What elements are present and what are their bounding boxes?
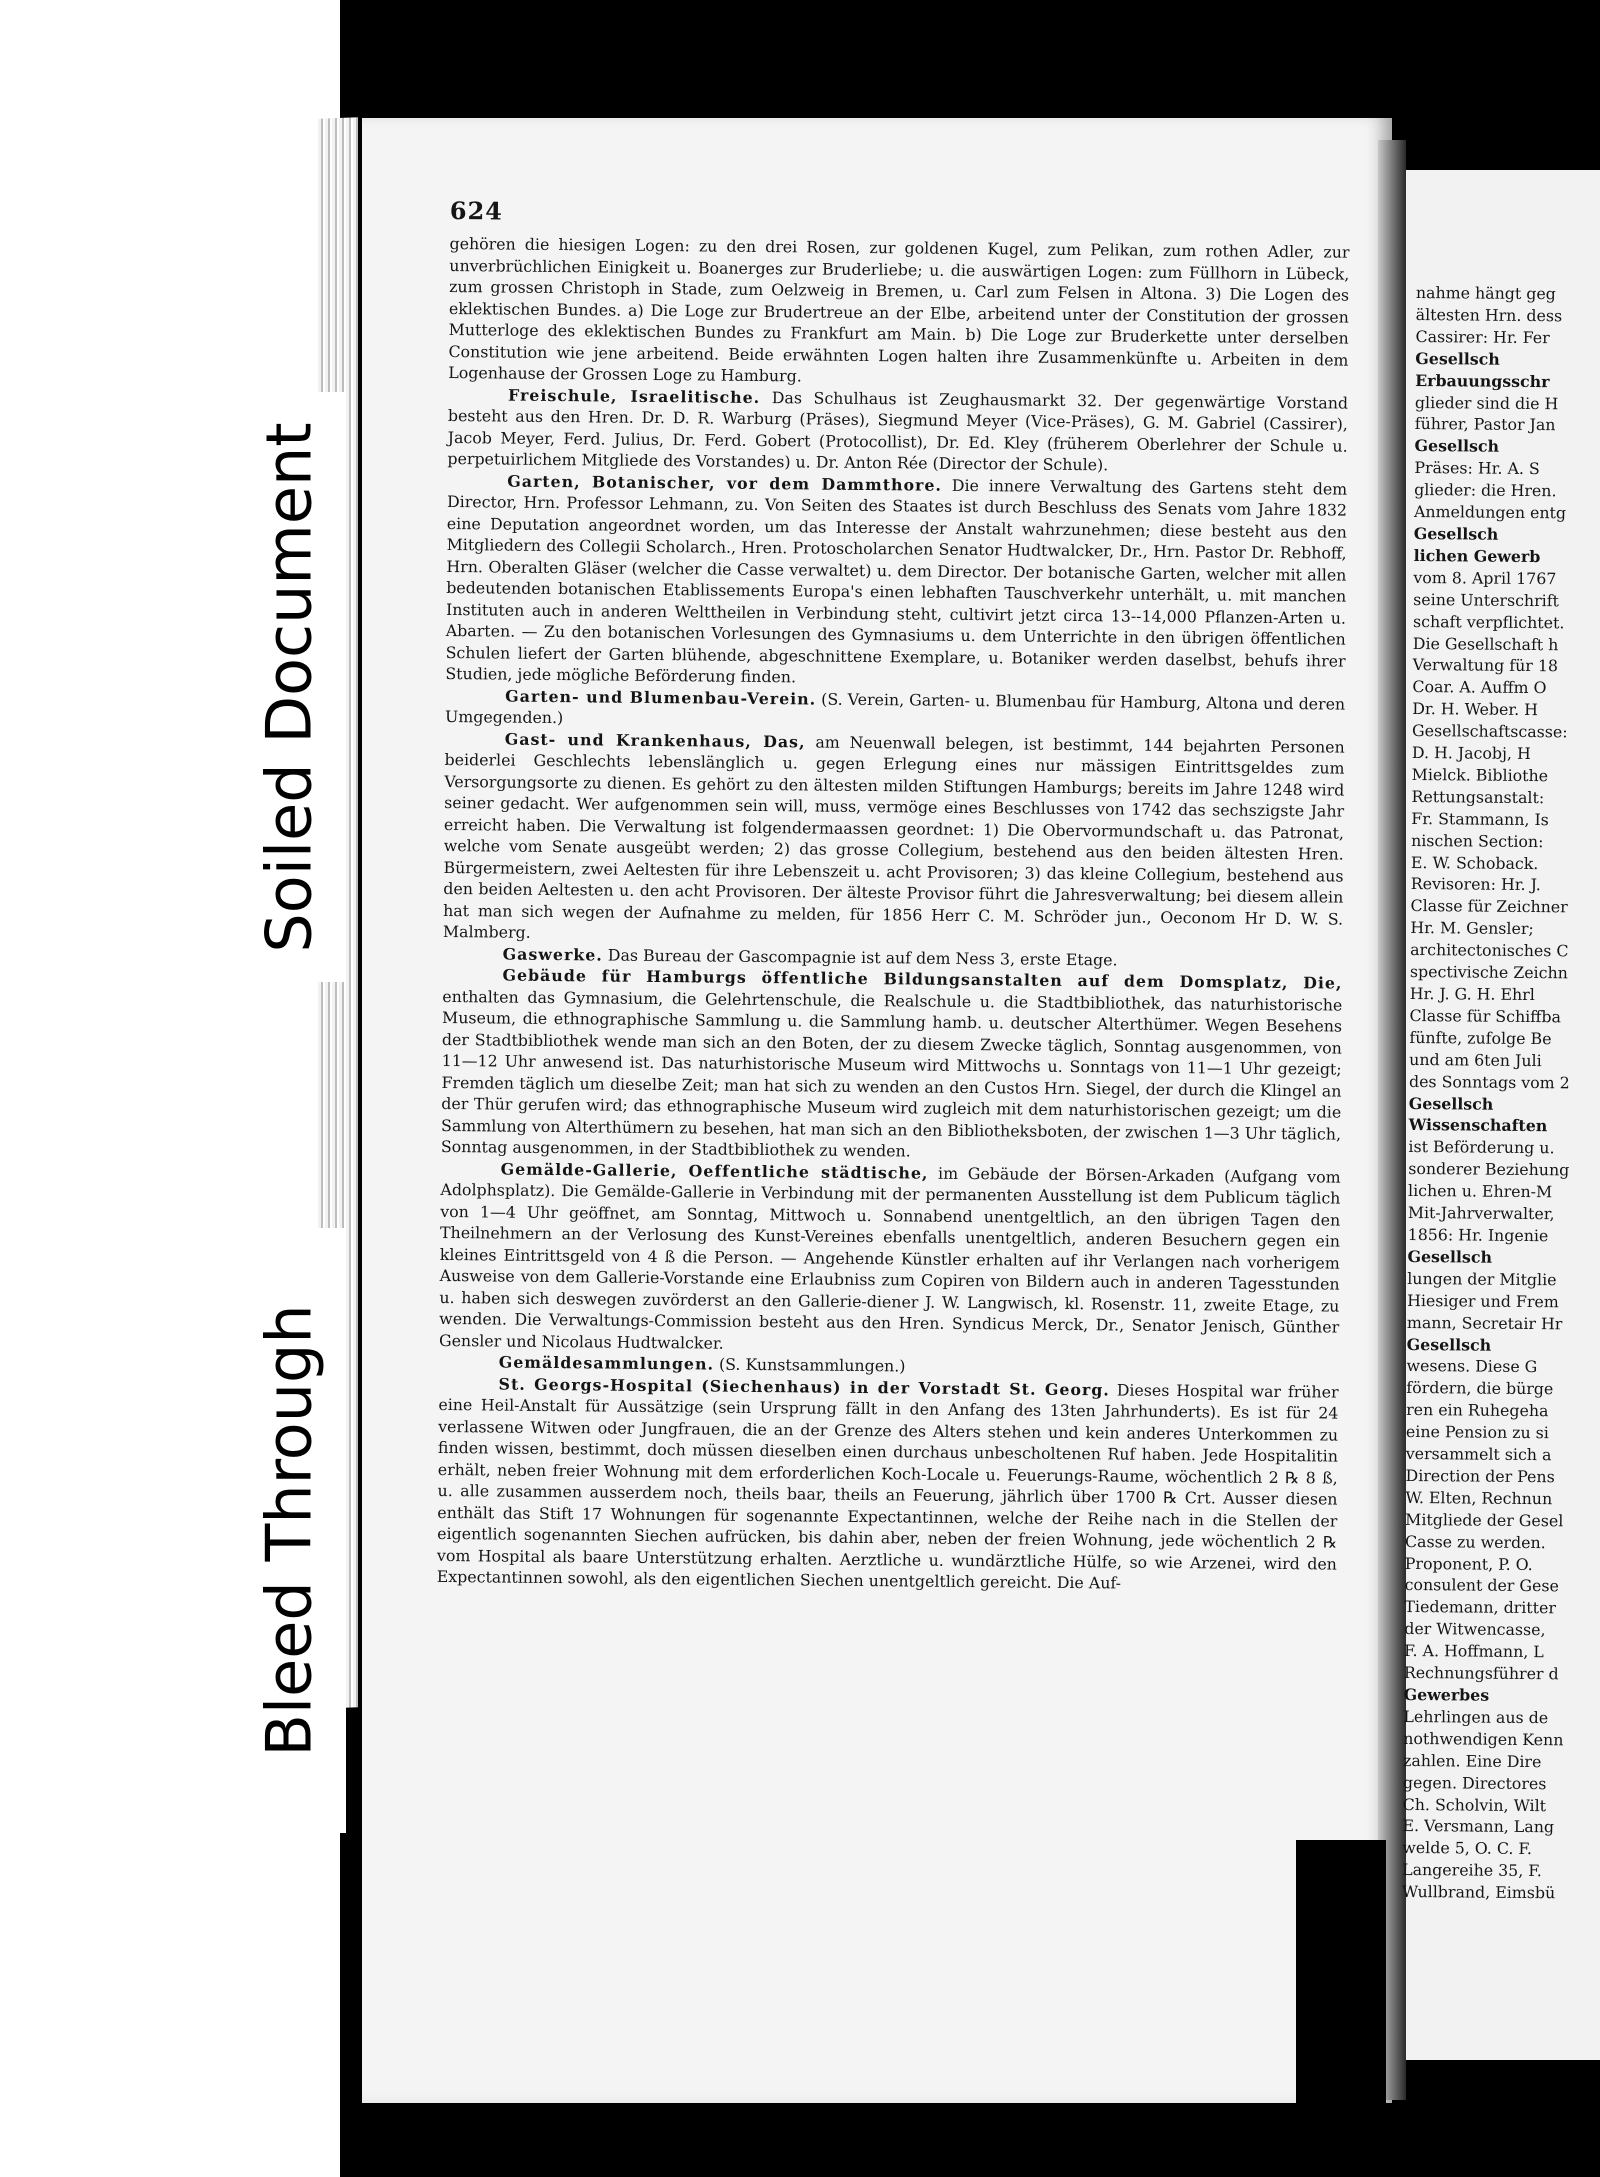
right-page-line: lichen u. Ehren-M: [1407, 1181, 1553, 1202]
right-page-line: spectivische Zeichn: [1409, 962, 1568, 983]
entry-paragraph: [437, 1372, 1339, 1596]
right-page-line: schaft verpflichtet.: [1412, 611, 1565, 632]
entry-paragraph: [445, 469, 1347, 693]
entry-heading: Freischule, Israelitische.: [508, 385, 761, 407]
entry-heading: Gaswerke.: [502, 944, 603, 965]
right-page-line: Rettungsanstalt:: [1411, 786, 1545, 807]
right-page-line: eine Pension zu si: [1405, 1422, 1549, 1443]
scan-dark-edge-bottom: [1296, 1840, 1386, 2177]
right-page-line: Mitgliede der Gesel: [1405, 1509, 1564, 1531]
entry-heading: Gast- und Krankenhaus, Das,: [504, 729, 806, 751]
label-soiled-document: [232, 392, 346, 982]
right-page-line: D. H. Jacobj, H: [1411, 743, 1531, 764]
right-page-line: Gewerbes: [1403, 1684, 1490, 1705]
entry-heading: St. Georgs-Hospital (Siechenhaus) in der Vorstadt St. Georg.: [498, 1374, 1110, 1399]
right-page-line: Revisoren: Hr. J.: [1410, 874, 1541, 895]
right-page-line: Mit-Jahrverwalter,: [1407, 1203, 1555, 1224]
right-page-line: Gesellsch: [1413, 523, 1499, 544]
entry-paragraph: [441, 964, 1343, 1166]
right-page-line: der Witwencasse,: [1404, 1619, 1546, 1640]
right-page-line: fünfte, zufolge Be: [1409, 1027, 1552, 1049]
scan-background: [0, 0, 340, 2177]
right-page-line: Langereihe 35, F.: [1402, 1860, 1542, 1881]
right-page-line: W. Elten, Rechnun: [1405, 1487, 1553, 1509]
right-page-line: vom 8. April 1767: [1413, 567, 1557, 589]
right-page-line: versammelt sich a: [1405, 1443, 1552, 1465]
page-text-column: [437, 196, 1350, 1596]
right-page-line: Classe für Schiffba: [1409, 1005, 1562, 1027]
right-page-line: ren ein Ruhegeha: [1406, 1400, 1549, 1421]
right-page-line: Gesellsch: [1407, 1246, 1493, 1267]
right-page-line: Gesellschaftscasse:: [1412, 721, 1568, 742]
right-page-line: Hr. M. Gensler;: [1410, 918, 1534, 939]
entry-heading: Gemälde-Gallerie, Oeffentliche städtische,: [500, 1159, 929, 1183]
right-page-line: Ch. Scholvin, Wilt: [1402, 1794, 1547, 1815]
entry-text: Das Bureau der Gascompagnie ist auf dem Ness 3, erste Etage.: [607, 945, 1118, 969]
right-page-line: F. A. Hoffmann, L: [1403, 1641, 1544, 1662]
right-page-line: Coar. A. Auffm O: [1412, 677, 1547, 698]
right-page-line: nahme hängt geg: [1415, 282, 1556, 304]
right-page-line: nothwendigen Kenn: [1403, 1728, 1564, 1750]
right-page-line: Dr. H. Weber. H: [1412, 699, 1539, 720]
right-page-line: fördern, die bürge: [1406, 1378, 1554, 1399]
right-page-line: consulent der Gese: [1404, 1575, 1559, 1596]
entry-paragraph: [443, 727, 1345, 951]
right-page-line: Verwaltung für 18: [1412, 655, 1559, 676]
right-page-line: architectonisches C: [1410, 940, 1569, 961]
entry-paragraph: [448, 233, 1349, 392]
right-page-line: gegen. Directores: [1402, 1772, 1547, 1793]
right-page-line: führer, Pastor Jan: [1414, 414, 1556, 435]
right-page-line: Gesellsch: [1406, 1334, 1492, 1355]
entry-text: am Neuenwall belegen, ist bestimmt, 144 bejahrten Personen beiderlei Geschlechts lebenslänglich u. gegen Erlegung eines nur mässigen Eintrittsgeldes zum Versorgungsorte zu dienen. Es gehört zu den ältesten milden Stiftungen Hamburgs; bereits im Jahre 1248 wird seiner gedacht. Wer aufgenommen sein will, muss, vermöge eines Beschlusses von 1742 das sechszigste Jahr erreicht haben. Die Verwaltung ist folgendermaassen geordnet: 1) Die Obervormundschaft u. das Patronat, welche vom Senate ausgeübt werden; 2) das grosse Collegium, bestehend aus den beiden ältesten Hren. Bürgermeistern, zwei Aeltesten für ihre Lebenszeit u. acht Provisoren; 3) das kleine Collegium, bestehend aus den beiden Aeltesten u. den acht Provisoren. Der älteste Provisor führt die Jahresverwaltung; bei diesem allein hat man sich wegen der Aufnahme zu melden, für 1856 Herr C. M. Schröder jun., Oeconom Hr D. W. S. Malmberg.: [442, 732, 1345, 942]
right-page-line: lichen Gewerb: [1413, 545, 1541, 566]
right-page-line: Proponent, P. O.: [1404, 1553, 1533, 1574]
right-page-line: Classe für Zeichner: [1410, 896, 1568, 917]
right-page-line: seine Unterschrift: [1413, 589, 1560, 610]
entry-text: im Gebäude der Börsen-Arkaden (Aufgang vom Adolphsplatz). Die Gemälde-Gallerie in Verbindung mit der permanenten Ausstellung ist dem Publicum täglich von 1—4 Uhr geöffnet, am Sonntag, Mittwoch u. Sonnabend unentgeltlich, an den übrigen Tagen den Theilnehmern an der Verlosung des Kunst-Vereines ebenfalls unentgeltlich, anderen Besuchern gegen ein kleines Eintrittsgeld von 4 ß die Person. — Angehende Künstler erhalten auf ihr Verlangen nach vorherigem Ausweise von dem Gallerie-Vorstande eine Erlaubniss zum Copiren von Bildern auch in anderen Tagesstunden u. haben sich deswegen zuvörderst an den Gallerie-diener J. W. Langwisch, kl. Rosenstr. 11, zweite Etage, zu wenden. Die Verwaltungs-Commission besteht aus den Hren. Syndicus Merck, Dr., Senator Jenisch, Günther Gensler und Nicolaus Hudtwalcker.: [438, 1163, 1341, 1353]
entry-paragraph: [439, 1157, 1341, 1359]
entry-text: Das Schulhaus ist Zeughausmarkt 32. Der gegenwärtige Vorstand besteht aus den Hren. Dr. D. R. Warburg (Präses), Siegmund Meyer (Vice-Präses), G. M. Gabriel (Cassirer), Jacob Meyer, Ferd. Julius, Dr. Ferd. Gobert (Protocollist), Dr. Ed. Kley (früherem Oberlehrer der Schule u. perpetuirlichem Mitgliede des Vorstandes) u. Dr. Anton Rée (Director der Schule).: [447, 387, 1349, 475]
right-page-line: lungen der Mitglie: [1407, 1268, 1557, 1290]
right-page-line: Lehrlingen aus de: [1403, 1706, 1549, 1728]
paragraph-list: [437, 233, 1350, 1596]
right-page-line: welde 5, O. C. F.: [1402, 1838, 1533, 1859]
right-page-line: Tiedemann, dritter: [1404, 1597, 1557, 1618]
entry-text: Dieses Hospital war früher eine Heil-Anstalt für Aussätzige (sein Ursprung fällt in den Anfang des 13ten Jahrhunderts). Es ist für 24 verlassene Witwen oder Jungfrauen, die an der Grenze des Alters stehen und kein anderes Unterkommen zu finden wissen, bestimmt, doch müssen dieselben einen durchaus unbescholtenen Ruf haben. Jede Hospitalitin erhält, neben freier Wohnung mit dem erforderlichen Koch-Locale u. Feuerungs-Raume, wöchentlich 2 ℞ 8 ß, u. alle zusammen ausserdem noch, theils baar, theils an Feuerung, jährlich über 1700 ℞ Crt. Ausser diesen enthält das Stift 17 Wohnungen für sogenannte Expectantinnen, welche der Reihe nach in die Stellen der eigentlich sogenannten Siechen aufrücken, bis dahin aber, neben der freien Wohnung, jede wöchentlich 2 ℞ vom Hospital als baare Unterstützung erhalten. Aerztliche u. wundärztliche Hülfe, so wie Arzenei, wird den Expectantinnen sowohl, als den eigentlichen Siechen unentgeltlich gereicht. Die Auf-: [436, 1379, 1339, 1593]
right-page-line: E. W. Schoback.: [1410, 852, 1539, 873]
right-page-line: E. Versmann, Lang: [1402, 1816, 1555, 1837]
page-number: 624: [449, 196, 504, 226]
right-page-line: Die Gesellschaft h: [1412, 633, 1559, 654]
right-page-line: Gesellsch: [1408, 1093, 1494, 1114]
right-page-line: Wullbrand, Eimsbü: [1401, 1882, 1556, 1903]
entry-heading: Gemäldesammlungen.: [498, 1352, 715, 1374]
right-page-line: Wissenschaften: [1408, 1115, 1548, 1136]
right-page-line: Erbauungsschr: [1415, 370, 1550, 391]
right-page-line: Casse zu werden.: [1404, 1531, 1546, 1552]
right-page-line: Fr. Stammann, Is: [1411, 808, 1549, 829]
right-page-line: Gesellsch: [1414, 436, 1500, 457]
right-page-line: glieder: die Hren.: [1414, 480, 1557, 501]
entry-text: (S. Kunstsammlungen.): [718, 1354, 906, 1376]
right-page-line: ist Beförderung u.: [1408, 1137, 1555, 1158]
label-bleed-through: [232, 1228, 346, 1833]
entry-heading: Garten- und Blumenbau-Verein.: [505, 686, 817, 709]
right-page-line: Cassirer: Hr. Fer: [1415, 326, 1550, 347]
right-page-line: wesens. Diese G: [1406, 1356, 1538, 1377]
right-page-line: sonderer Beziehung: [1408, 1159, 1570, 1180]
right-page-line: Präses: Hr. A. S: [1414, 458, 1540, 479]
label-bleed-text: Bleed Through: [252, 1304, 326, 1757]
right-page-line: Direction der Pens: [1405, 1465, 1555, 1487]
entry-text: (S. Verein, Garten- u. Blumenbau für Hamburg, Altona und deren Umgegenden.): [444, 689, 1346, 728]
right-page-line: 1856: Hr. Ingenie: [1407, 1224, 1549, 1246]
right-page-line: mann, Secretair Hr: [1406, 1312, 1563, 1333]
right-page-line: Hiesiger und Frem: [1407, 1290, 1559, 1311]
right-page-line: ältesten Hrn. dess: [1415, 304, 1563, 326]
right-page-line: Anmeldungen entg: [1413, 502, 1567, 523]
right-page-line: zahlen. Eine Dire: [1403, 1750, 1542, 1771]
right-page-line: Gesellsch: [1415, 348, 1500, 369]
right-page-line: und am 6ten Juli: [1409, 1049, 1542, 1070]
right-page-line: nischen Section:: [1411, 830, 1544, 851]
right-page-line: Mielck. Bibliothe: [1411, 764, 1549, 786]
entry-heading: Garten, Botanischer, vor dem Dammthore.: [507, 471, 943, 495]
right-page-line: des Sonntags vom 2: [1408, 1071, 1570, 1092]
right-page-line: Rechnungsführer d: [1403, 1663, 1559, 1684]
entry-text: Die innere Verwaltung des Gartens steht dem Director, Hrn. Professor Lehmann, zu. Von Seiten des Staates ist durch Beschluss des Senats vom Jahre 1832 eine Deputation angeordnet worden, um das Interesse der Anstalt wahrzunehmen; diese besteht aus den Mitgliedern des Collegii Scholarch., Hren. Protoscholarchen Senator Hudtwalcker, Dr., Hrn. Pastor Dr. Rebhoff, Hrn. Oberalten Gläser (welcher die Casse verwaltet) u. dem Director. Der botanische Garten, welcher mit allen bedeutenden botanischen Etablissements Europa's einen lebhaften Tauschverkehr unterhält, u. mit manchen Instituten auch in anderen Welttheilen in Verbindung steht, cultivirt jetzt circa 13--14,000 Pflanzen-Arten u. Abarten. — Zu den botanischen Vorlesungen des Gymnasiums u. dem Unterrichte in den übrigen öffentlichen Schulen liefert der Garten blühende, abgeschnittene Exemplare, u. Botaniker werden daselbst, behufs ihrer Studien, jede mögliche Beförderung finden.: [445, 475, 1348, 687]
entry-text: gehören die hiesigen Logen: zu den drei Rosen, zur goldenen Kugel, zum Pelikan, zum rothen Adler, zur unverbrüchlichen Einigkeit u. Boanerges zur Bruderliebe; u. die auswärtigen Logen: zum Füllhorn in Lübeck, zum grossen Christoph in Stade, zum Oelzweig in Bremen, u. Carl zum Felsen in Altona. 3) Die Logen des eklektischen Bundes. a) Die Loge zur Brudertreue an der Elbe, arbeitend unter der Constitution der grossen Mutterloge des eklektischen Bundes zu Frankfurt am Main. b) Die Loge zur Bruderkette unter derselben Constitution wie jene arbeitend. Beide erwähnten Logen halten ihre Zusammenkünfte u. Arbeiten in dem Logenhause der Grossen Loge zu Hamburg.: [448, 233, 1350, 386]
right-page-text: [1402, 282, 1600, 1905]
entry-paragraph: [447, 383, 1348, 478]
right-page-line: glieder sind die H: [1414, 392, 1559, 413]
entry-heading: Gebäude für Hamburgs öffentliche Bildungsanstalten auf dem Domsplatz, Die,: [502, 965, 1343, 993]
entry-text: enthalten das Gymnasium, die Gelehrtenschule, die Realschule u. die Stadtbibliothek, das naturhistorische Museum, die ethnographische Sammlung u. die Sammlung hamb. u. deutscher Alterthümer. Wegen Besehens der Stadtbibliothek wende man sich an den Boten, der zu diesem Zwecke täglich, Sonntag ausgenommen, von 11—12 Uhr anwesend ist. Das naturhistorische Museum wird Mittwochs u. Sonntags von 11—1 Uhr gezeigt; Fremden täglich um dieselbe Zeit; man hat sich zu wenden an den Custos Hrn. Siegel, der durch die Klingel an der Thür gerufen wird; das ethnographische Museum wird zugleich mit dem naturhistorischen gezeigt; um die Sammlung von Alterthümern zu besehen, hat man sich an den Bibliotheksboten, der zwischen 1—3 Uhr täglich, Sonntag ausgenommen, in der Stadtbibliothek zu wenden.: [440, 986, 1343, 1161]
right-page-line: Hr. J. G. H. Ehrl: [1409, 983, 1535, 1005]
label-soiled-text: Soiled Document: [252, 421, 326, 953]
